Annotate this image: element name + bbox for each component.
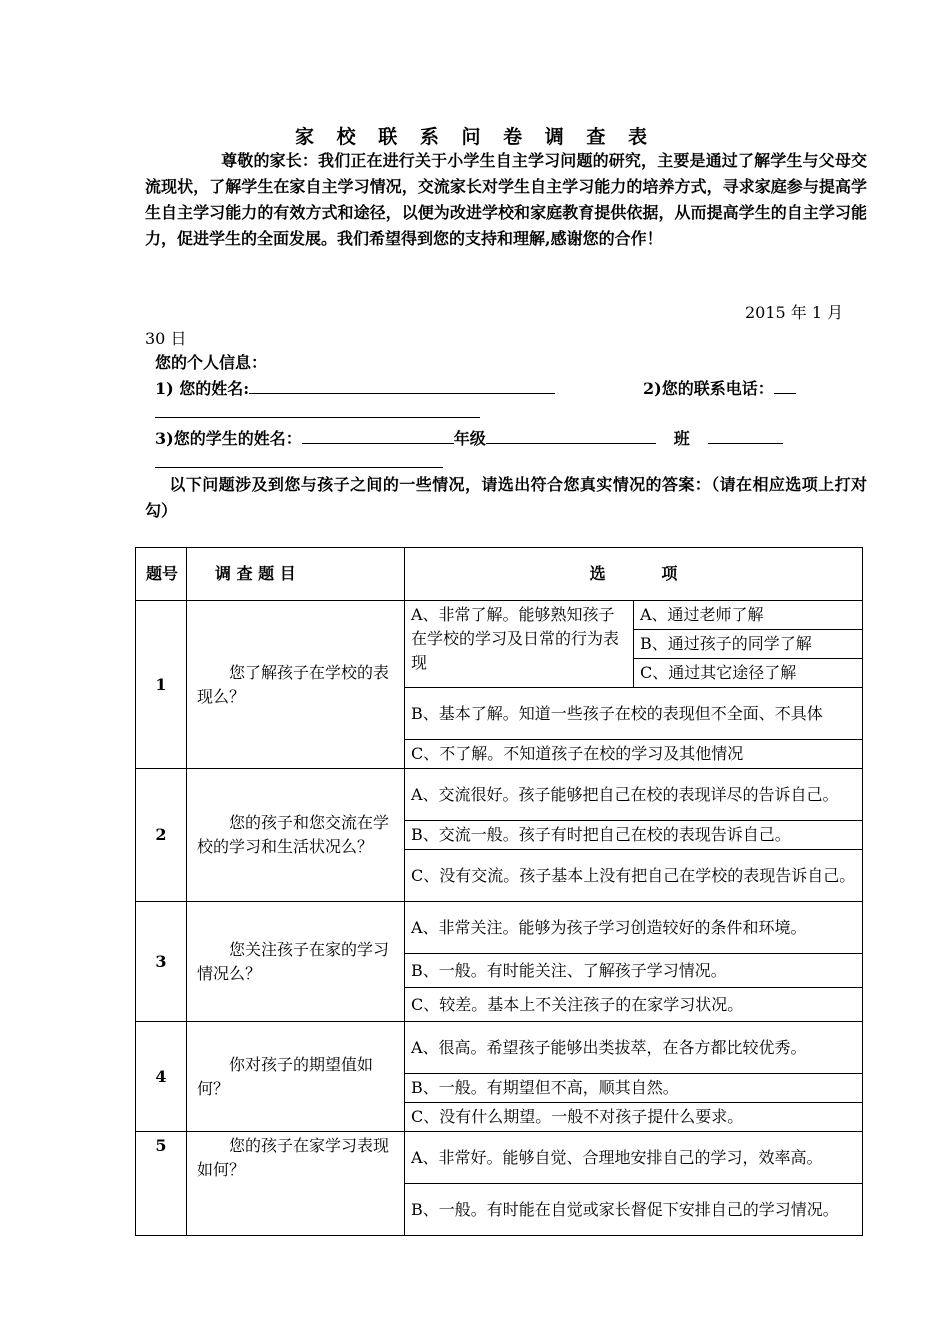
q3-option-c[interactable]: C、较差。基本上不关注孩子的在家学习状况。 [405,988,863,1022]
table-row [136,601,863,630]
student-row [155,426,783,449]
q3-number: 3 [136,902,187,1022]
q1-sub-option-b[interactable]: B、通过孩子的同学了解 [634,630,863,659]
document-title: 家 校 联 系 问 卷 调 查 表 [295,126,655,148]
phone-row-cont [155,401,480,422]
q3-question: 您关注孩子在家的学习情况么？ [187,902,405,1022]
q1-option-a[interactable]: A、非常了解。能够熟知孩子在学校的学习及日常的行为表现 [405,601,634,688]
q4-question: 你对孩子的期望值如何？ [187,1022,405,1132]
personal-info-heading: 您的个人信息： [155,353,268,372]
q2-option-a[interactable]: A、交流很好。孩子能够把自己在校的表现详尽的告诉自己。 [405,769,863,821]
student-name-field[interactable] [302,427,454,444]
phone-row [643,376,796,399]
q4-option-c[interactable]: C、没有什么期望。一般不对孩子提什么要求。 [405,1103,863,1132]
date-day: 30 日 [145,329,187,348]
class-field[interactable] [708,427,783,444]
q1-sub-option-a[interactable]: A、通过老师了解 [634,601,863,630]
instruction-text: 以下问题涉及到您与孩子之间的一些情况，请选出符合您真实情况的答案：（请在相应选项上打对勾） [145,475,867,520]
grade-field[interactable] [486,427,656,444]
q1-sub-option-c[interactable]: C、通过其它途径了解 [634,659,863,688]
q1-option-b[interactable]: B、基本了解。知道一些孩子在校的表现但不全面、不具体 [405,688,863,740]
q5-option-a[interactable]: A、非常好。能够自觉、合理地安排自己的学习，效率高。 [405,1132,863,1184]
parent-name-field[interactable] [249,377,555,394]
q5-question: 您的孩子在家学习表现如何？ [187,1132,405,1236]
q2-question: 您的孩子和您交流在学校的学习和生活状况么？ [187,769,405,902]
q4-number: 4 [136,1022,187,1132]
q2-option-b[interactable]: B、交流一般。孩子有时把自己在校的表现告诉自己。 [405,821,863,850]
q1-question: 您了解孩子在学校的表现么？ [187,601,405,769]
q1-number: 1 [136,601,187,769]
table-row [136,902,863,954]
q5-option-b[interactable]: B、一般。有时能在自觉或家长督促下安排自己的学习情况。 [405,1184,863,1236]
intro-paragraph [145,148,867,252]
q2-option-c[interactable]: C、没有交流。孩子基本上没有把自己在学校的表现告诉自己。 [405,850,863,902]
q1-option-c[interactable]: C、不了解。不知道孩子在校的学习及其他情况 [405,740,863,769]
grade-label: 年级 [453,429,486,448]
header-question: 调 查 题 目 [187,548,405,601]
q4-option-a[interactable]: A、很高。希望孩子能够出类拔萃，在各方都比较优秀。 [405,1022,863,1074]
table-row [136,769,863,821]
q3-option-b[interactable]: B、一般。有时能关注、了解孩子学习情况。 [405,954,863,988]
instruction-note [145,472,867,524]
survey-table [135,547,863,1236]
intro-text: 尊敬的家长：我们正在进行关于小学生自主学习问题的研究，主要是通过了解学生与父母交流现状，了解学生在家自主学习情况，交流家长对学生自主学习能力的培养方式，寻求家庭参与提高学生自主学习能力的有效方式和途径，以便为改进学校和家庭教育提供依据，从而提高学生的自主学习能力，促进学生的全面发展。我们希望得到您的支持和理解,感谢您的合作！ [145,151,867,248]
header-num: 题号 [136,548,187,601]
table-row [136,1132,863,1184]
parent-name-label: 1) 您的姓名: [155,379,250,398]
table-row [136,1022,863,1074]
q4-option-b[interactable]: B、一般。有期望但不高，顺其自然。 [405,1074,863,1103]
phone-field[interactable] [774,377,796,394]
header-options: 选 项 [405,548,863,601]
class-label: 班 [673,429,690,448]
student-name-label: 3)您的学生的姓名： [155,429,302,448]
date-year-month: 2015 年 1 月 [745,303,844,322]
phone-label: 2)您的联系电话： [643,379,774,398]
student-field-cont[interactable] [155,451,443,468]
parent-name-row [155,376,555,399]
q5-number: 5 [136,1132,187,1236]
phone-field-cont[interactable] [155,401,480,418]
q2-number: 2 [136,769,187,902]
table-header-row [136,548,863,601]
student-row-cont [155,451,443,472]
q3-option-a[interactable]: A、非常关注。能够为孩子学习创造较好的条件和环境。 [405,902,863,954]
